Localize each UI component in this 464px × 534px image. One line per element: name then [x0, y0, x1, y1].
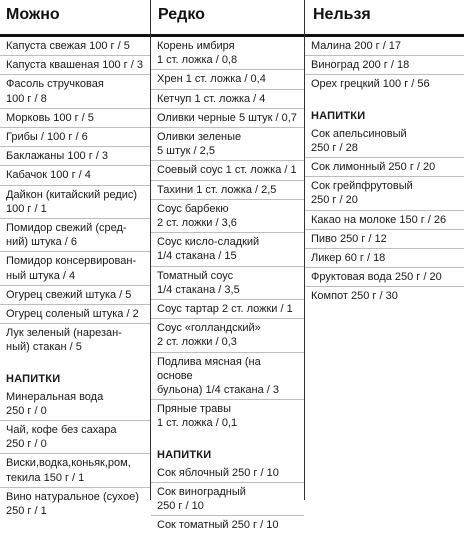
list-item-line: Баклажаны 100 г / 3: [6, 150, 109, 163]
list-item-line: Тахини 1 ст. ложка / 2,5: [157, 183, 277, 196]
list-item-line: 2 ст. ложки / 3,6: [157, 217, 237, 230]
list-item-line: 100 г / 1: [6, 202, 47, 215]
list-item: [305, 249, 464, 268]
list-item-line: 2 ст. ложки / 0,3: [157, 336, 237, 349]
list-item: [305, 75, 464, 93]
list-item-line: Виноград 200 г / 18: [311, 59, 410, 72]
list-item-line: 250 г / 20: [311, 194, 358, 207]
list-item: [305, 211, 464, 230]
list-item: [151, 70, 304, 89]
list-item: [0, 219, 150, 252]
list-item-line: Сок апельсиновый: [311, 127, 407, 140]
list-item-line: Соус кисло-сладкий: [157, 236, 260, 249]
list-item-line: Кабачок 100 г / 4: [6, 169, 91, 182]
list-item-line: 250 г / 28: [311, 141, 358, 154]
list-item: [151, 161, 304, 180]
section-title: НАПИТКИ: [157, 448, 212, 461]
list-item: [151, 319, 304, 352]
forbidden-items: [305, 37, 464, 94]
list-item: [151, 181, 304, 200]
list-item-line: Сок томатный 250 г / 10: [157, 519, 279, 532]
list-item-line: Огурец соленый штука / 2: [6, 308, 139, 321]
list-item: [0, 109, 150, 128]
column-forbidden: [305, 37, 464, 306]
list-item: [0, 128, 150, 147]
list-item-line: 1 ст. ложка / 0,1: [157, 417, 238, 430]
list-item-line: 250 г / 0: [6, 438, 47, 451]
list-item: [151, 267, 304, 300]
list-item: [0, 421, 150, 454]
list-item: [0, 37, 150, 56]
list-item: [0, 305, 150, 324]
list-item-line: Помидор свежий (сред-: [6, 222, 127, 235]
list-item-line: Ликер 60 г / 18: [311, 252, 386, 265]
list-item-line: Фруктовая вода 250 г / 20: [311, 271, 442, 284]
list-item-line: Соус «голландский»: [157, 322, 261, 335]
list-item-line: Лук зеленый (нарезан-: [6, 327, 122, 340]
list-item-line: ный) стакан / 5: [6, 341, 82, 354]
list-item-line: Грибы / 100 г / 6: [6, 131, 88, 144]
list-item-line: Чай, кофе без сахара: [6, 424, 117, 437]
list-item-line: Оливки зеленые: [157, 131, 242, 144]
list-item-line: Оливки черные 5 штук / 0,7: [157, 111, 297, 124]
list-item: [151, 300, 304, 319]
list-item-line: 100 г / 8: [6, 92, 47, 105]
list-item-line: Капуста квашеная 100 г / 3: [6, 59, 143, 72]
list-item: [0, 286, 150, 305]
list-item-line: Пряные травы: [157, 403, 232, 416]
list-item-line: 1 ст. ложка / 0,8: [157, 54, 238, 67]
list-item-line: Минеральная вода: [6, 390, 104, 403]
list-item: [305, 287, 464, 305]
list-item: [0, 454, 150, 487]
list-item-line: бульона) 1/4 стакана / 3: [157, 384, 280, 397]
list-item-line: 5 штук / 2,5: [157, 145, 215, 158]
list-item: [305, 125, 464, 158]
list-item-line: Хрен 1 ст. ложка / 0,4: [157, 73, 266, 86]
list-item: [305, 177, 464, 210]
column-rarely: [151, 37, 304, 534]
list-item: [305, 230, 464, 249]
list-item-line: Морковь 100 г / 5: [6, 111, 94, 124]
section-title: НАПИТКИ: [311, 109, 366, 122]
header-forbidden: Нельзя: [313, 6, 371, 23]
list-item-line: Фасоль стручковая: [6, 78, 104, 91]
list-item: [151, 109, 304, 128]
column-allowed: [0, 37, 150, 520]
list-item-line: Помидор консервирован-: [6, 255, 137, 268]
table-header: [0, 0, 464, 34]
list-item-line: Подлива мясная (на основе: [157, 355, 261, 382]
list-item: [0, 324, 150, 356]
list-item: [0, 488, 150, 520]
list-item: [0, 56, 150, 75]
rarely-drinks: [151, 464, 304, 534]
forbidden-drinks: [305, 125, 464, 306]
allowed-drinks: [0, 388, 150, 521]
list-item-line: 250 г / 10: [157, 500, 204, 513]
list-item-line: 250 г / 1: [6, 505, 47, 518]
list-item: [151, 353, 304, 401]
list-item-line: Виски,водка,коньяк,ром,: [6, 457, 131, 470]
list-item: [151, 516, 304, 534]
list-item: [305, 158, 464, 177]
list-item-line: 250 г / 0: [6, 404, 47, 417]
list-item-line: Пиво 250 г / 12: [311, 232, 387, 245]
list-item: [151, 90, 304, 109]
list-item-line: Томатный соус: [157, 269, 234, 282]
list-item: [151, 464, 304, 483]
list-item-line: Компот 250 г / 30: [311, 290, 398, 303]
list-item-line: Вино натуральное (сухое): [6, 490, 139, 503]
list-item-line: 1/4 стакана / 3,5: [157, 283, 240, 296]
list-item-line: Кетчуп 1 ст. ложка / 4: [157, 92, 266, 105]
allowed-items: [0, 37, 150, 357]
list-item-line: 1/4 стакана / 15: [157, 250, 237, 263]
list-item: [151, 200, 304, 233]
list-item: [0, 252, 150, 285]
list-item: [305, 268, 464, 287]
list-item: [0, 186, 150, 219]
list-item-line: Соевый соус 1 ст. ложка / 1: [157, 164, 297, 177]
list-item-line: Соус барбекю: [157, 202, 229, 215]
list-item-line: Какао на молоке 150 г / 26: [311, 213, 447, 226]
list-item: [151, 37, 304, 70]
list-item-line: Огурец свежий штука / 5: [6, 288, 132, 301]
header-allowed: Можно: [6, 6, 60, 23]
list-item-line: Орех грецкий 100 г / 56: [311, 78, 430, 91]
rarely-items: [151, 37, 304, 433]
list-item: [0, 75, 150, 108]
section-title: НАПИТКИ: [6, 372, 61, 385]
list-item-line: текила 150 г / 1: [6, 471, 85, 484]
list-item-line: Соус тартар 2 ст. ложки / 1: [157, 303, 293, 316]
list-item: [305, 56, 464, 75]
list-item: [151, 233, 304, 266]
header-rarely: Редко: [158, 6, 205, 23]
list-item-line: Корень имбиря: [157, 40, 235, 52]
list-item-line: ный штука / 4: [6, 269, 76, 282]
list-item: [151, 128, 304, 161]
list-item-line: Сок лимонный 250 г / 20: [311, 161, 436, 174]
list-item: [0, 166, 150, 185]
list-item-line: Малина 200 г / 17: [311, 40, 402, 52]
list-item-line: Сок виноградный: [157, 485, 246, 498]
list-item-line: Капуста свежая 100 г / 5: [6, 40, 130, 52]
list-item: [0, 388, 150, 421]
list-item: [151, 400, 304, 432]
list-item: [0, 147, 150, 166]
list-item-line: Сок грейпфрутовый: [311, 180, 413, 193]
list-item: [305, 37, 464, 56]
list-item-line: Сок яблочный 250 г / 10: [157, 466, 279, 479]
list-item-line: ний) штука / 6: [6, 236, 78, 249]
list-item-line: Дайкон (китайский редис): [6, 188, 138, 201]
